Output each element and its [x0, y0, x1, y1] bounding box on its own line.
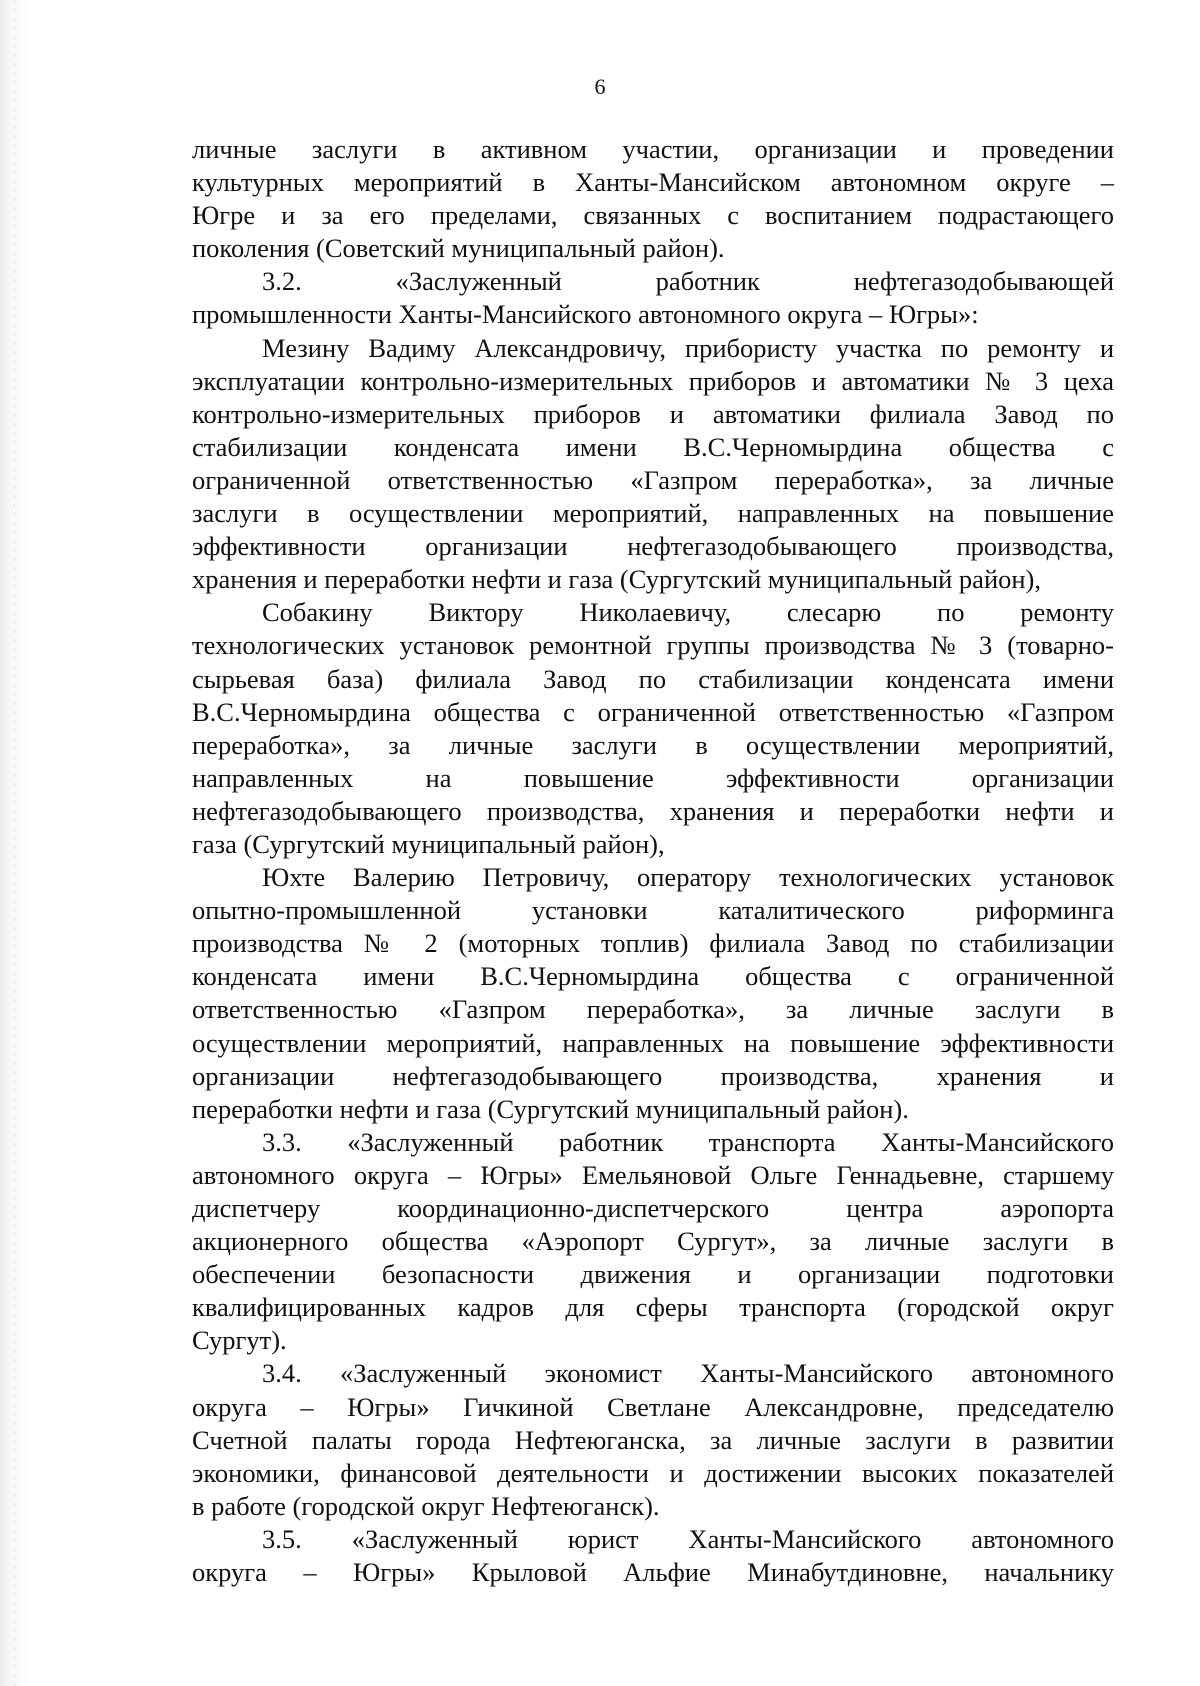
text-line: Мезину Вадиму Александровичу, прибористу участка по ремонту и — [262, 332, 1114, 363]
text-line: контрольно-измерительных приборов и автоматики филиала Завод по — [192, 398, 1114, 429]
text-line: Югре и за его пределами, связанных с воспитанием подрастающего — [192, 200, 1114, 231]
text-line: опытно-промышленной установки каталитического риформинга — [192, 895, 1114, 926]
text-line: эффективности организации нефтегазодобывающего производства, — [192, 531, 1114, 562]
text-line: в работе (городской округ Нефтеюганск). — [192, 1490, 660, 1521]
text-line: осуществлении мероприятий, направленных на повышение эффективности — [192, 1027, 1114, 1058]
text-line: организации нефтегазодобывающего производства, хранения и — [192, 1060, 1114, 1091]
text-line: сырьевая база) филиала Завод по стабилизации конденсата имени — [192, 663, 1114, 694]
text-line: культурных мероприятий в Ханты-Мансийском автономном округе – — [192, 167, 1114, 198]
text-line: 3.4. «Заслуженный экономист Ханты-Мансийского автономного — [262, 1358, 1114, 1389]
text-line: ограниченной ответственностью «Газпром переработка», за личные — [192, 464, 1114, 495]
paragraph-p2 — [192, 265, 1114, 331]
text-line: экономики, финансовой деятельности и достижении высоких показателей — [192, 1457, 1114, 1488]
paragraph-p1 — [192, 133, 1114, 265]
text-line: Сургут). — [192, 1325, 287, 1356]
paragraph-p8 — [192, 1523, 1114, 1589]
text-line: округа – Югры» Гичкиной Светлане Александровне, председателю — [192, 1391, 1114, 1422]
text-line: технологических установок ремонтной группы производства № 3 (товарно- — [192, 630, 1114, 661]
paragraph-p3 — [192, 332, 1114, 597]
text-line: Собакину Виктору Николаевичу, слесарю по ремонту — [262, 597, 1114, 628]
text-line: стабилизации конденсата имени В.С.Черномырдина общества с — [192, 431, 1114, 462]
paragraph-p5 — [192, 861, 1114, 1126]
text-line: производства № 2 (моторных топлив) филиала Завод по стабилизации — [192, 928, 1114, 959]
text-line: заслуги в осуществлении мероприятий, направленных на повышение — [192, 498, 1114, 529]
text-line: квалифицированных кадров для сферы транспорта (городской округ — [192, 1292, 1114, 1323]
text-line: ответственностью «Газпром переработка», за личные заслуги в — [192, 994, 1114, 1025]
text-line: автономного округа – Югры» Емельяновой Ольге Геннадьевне, старшему — [192, 1159, 1114, 1190]
paragraph-p6 — [192, 1126, 1114, 1358]
text-line: газа (Сургутский муниципальный район), — [192, 828, 665, 859]
text-line: направленных на повышение эффективности организации — [192, 762, 1114, 793]
text-line: промышленности Ханты-Мансийского автономного округа – Югры»: — [192, 299, 979, 330]
text-line: поколения (Советский муниципальный район). — [192, 233, 725, 264]
text-line: личные заслуги в активном участии, организации и проведении — [192, 134, 1114, 164]
text-line: 3.3. «Заслуженный работник транспорта Ханты-Мансийского — [262, 1126, 1114, 1157]
paragraph-p4 — [192, 596, 1114, 861]
text-line: хранения и переработки нефти и газа (Сургутский муниципальный район), — [192, 564, 1042, 595]
text-line: Счетной палаты города Нефтеюганска, за личные заслуги в развитии — [192, 1424, 1114, 1455]
text-line: переработка», за личные заслуги в осуществлении мероприятий, — [192, 729, 1114, 760]
text-line: диспетчеру координационно-диспетчерского центра аэропорта — [192, 1193, 1114, 1223]
text-line: переработки нефти и газа (Сургутский муниципальный район). — [192, 1093, 909, 1124]
paragraph-p7 — [192, 1357, 1114, 1522]
text-line: нефтегазодобывающего производства, хранения и переработки нефти и — [192, 795, 1114, 826]
text-line: обеспечении безопасности движения и организации подготовки — [192, 1259, 1114, 1290]
text-line: 3.2. «Заслуженный работник нефтегазодобывающей — [262, 266, 1114, 297]
text-line: 3.5. «Заслуженный юрист Ханты-Мансийского автономного — [262, 1523, 1114, 1554]
text-line: эксплуатации контрольно-измерительных приборов и автоматики № 3 цеха — [192, 365, 1114, 396]
document-body — [192, 133, 1114, 1589]
page-number: 6 — [594, 74, 606, 99]
text-line: округа – Югры» Крыловой Альфие Минабутдиновне, начальнику — [192, 1557, 1114, 1588]
scan-edge — [0, 0, 30, 1686]
text-line: В.С.Черномырдина общества с ограниченной ответственностью «Газпром — [192, 696, 1114, 727]
text-line: акционерного общества «Аэропорт Сургут», за личные заслуги в — [192, 1226, 1114, 1257]
text-line: Юхте Валерию Петровичу, оператору технологических установок — [262, 862, 1114, 893]
text-line: конденсата имени В.С.Черномырдина общества с ограниченной — [192, 961, 1114, 992]
